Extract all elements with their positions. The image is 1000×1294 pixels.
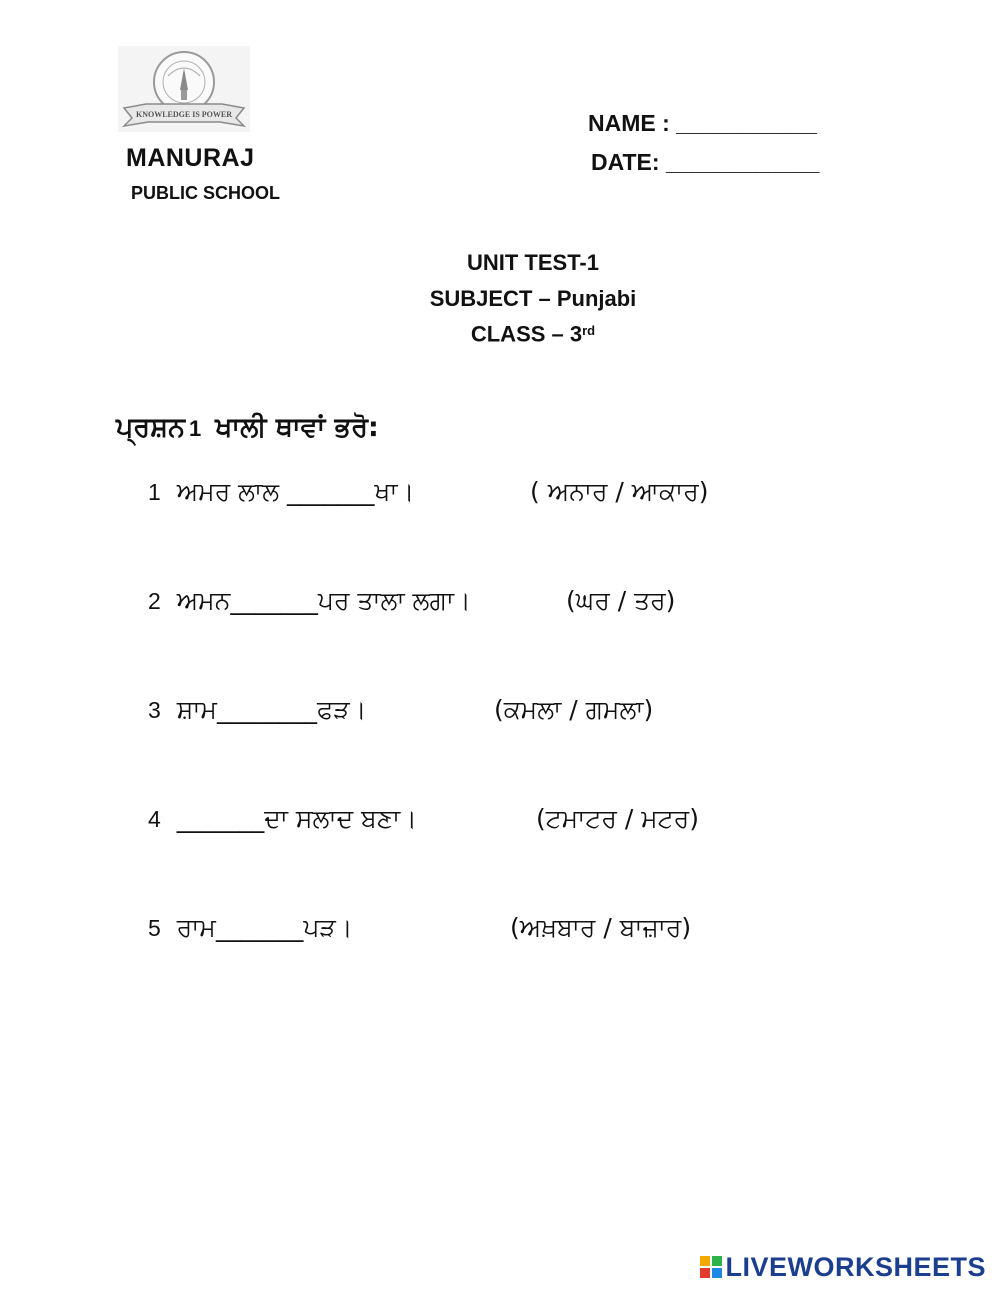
- brand-text: LIVEWORKSHEETS: [725, 1252, 986, 1282]
- item-sentence[interactable]: ਸ਼ਾਮ________ਫੜ।: [176, 695, 367, 724]
- school-logo: [118, 46, 250, 132]
- test-title: UNIT TEST-1: [466, 250, 599, 275]
- list-item: [148, 695, 654, 725]
- item-options: ( ਅਨਾਰ / ਆਕਾਰ): [530, 477, 709, 506]
- item-number: 4: [148, 806, 161, 832]
- class-title: [0, 321, 1000, 347]
- liveworksheets-brand[interactable]: [700, 1252, 986, 1283]
- item-options: (ਘਰ / ਤਰ): [566, 586, 676, 615]
- question-heading: [116, 412, 379, 444]
- list-item: [148, 586, 676, 616]
- question-label: ਪ੍ਰਸ਼ਨ: [116, 412, 186, 443]
- item-sentence[interactable]: _______ਦਾ ਸਲਾਦ ਬਣਾ।: [176, 804, 417, 833]
- item-sentence[interactable]: ਅਮਰ ਲਾਲ _______ਖਾ।: [176, 477, 415, 506]
- item-number: 5: [148, 915, 161, 941]
- class-suffix: rd: [582, 323, 596, 338]
- name-label: NAME :: [588, 110, 670, 136]
- liveworksheets-logo-icon: [700, 1254, 722, 1276]
- item-sentence[interactable]: ਅਮਨ_______ਪਰ ਤਾਲਾ ਲਗਾ।: [176, 586, 471, 615]
- item-options: (ਟਮਾਟਰ / ਮਟਰ): [536, 804, 699, 833]
- list-item: [148, 913, 692, 943]
- school-subtitle: PUBLIC SCHOOL: [131, 183, 281, 203]
- date-field[interactable]: [591, 149, 819, 176]
- question-instruction: ਖਾਲੀ ਥਾਵਾਂ ਭਰੋ:: [215, 412, 379, 443]
- list-item: [148, 477, 709, 507]
- class-prefix: CLASS – 3: [470, 321, 583, 347]
- date-blank[interactable]: ____________: [665, 149, 820, 175]
- name-field[interactable]: [588, 110, 817, 137]
- name-blank[interactable]: ___________: [676, 110, 817, 136]
- subject-title: SUBJECT – Punjabi: [429, 286, 637, 311]
- question-number: 1: [189, 416, 202, 441]
- item-number: 2: [148, 588, 161, 614]
- list-item: [148, 804, 699, 834]
- item-number: 3: [148, 697, 161, 723]
- school-name: MANURAJ: [126, 144, 255, 172]
- date-label: DATE:: [591, 149, 660, 175]
- item-options: (ਅਖ਼ਬਾਰ / ਬਾਜ਼ਾਰ): [510, 913, 692, 942]
- item-sentence[interactable]: ਰਾਮ_______ਪੜ।: [176, 913, 353, 942]
- logo-banner-text: KNOWLEDGE IS POWER: [135, 110, 233, 119]
- item-number: 1: [148, 479, 161, 505]
- item-options: (ਕਮਲਾ / ਗਮਲਾ): [494, 695, 654, 724]
